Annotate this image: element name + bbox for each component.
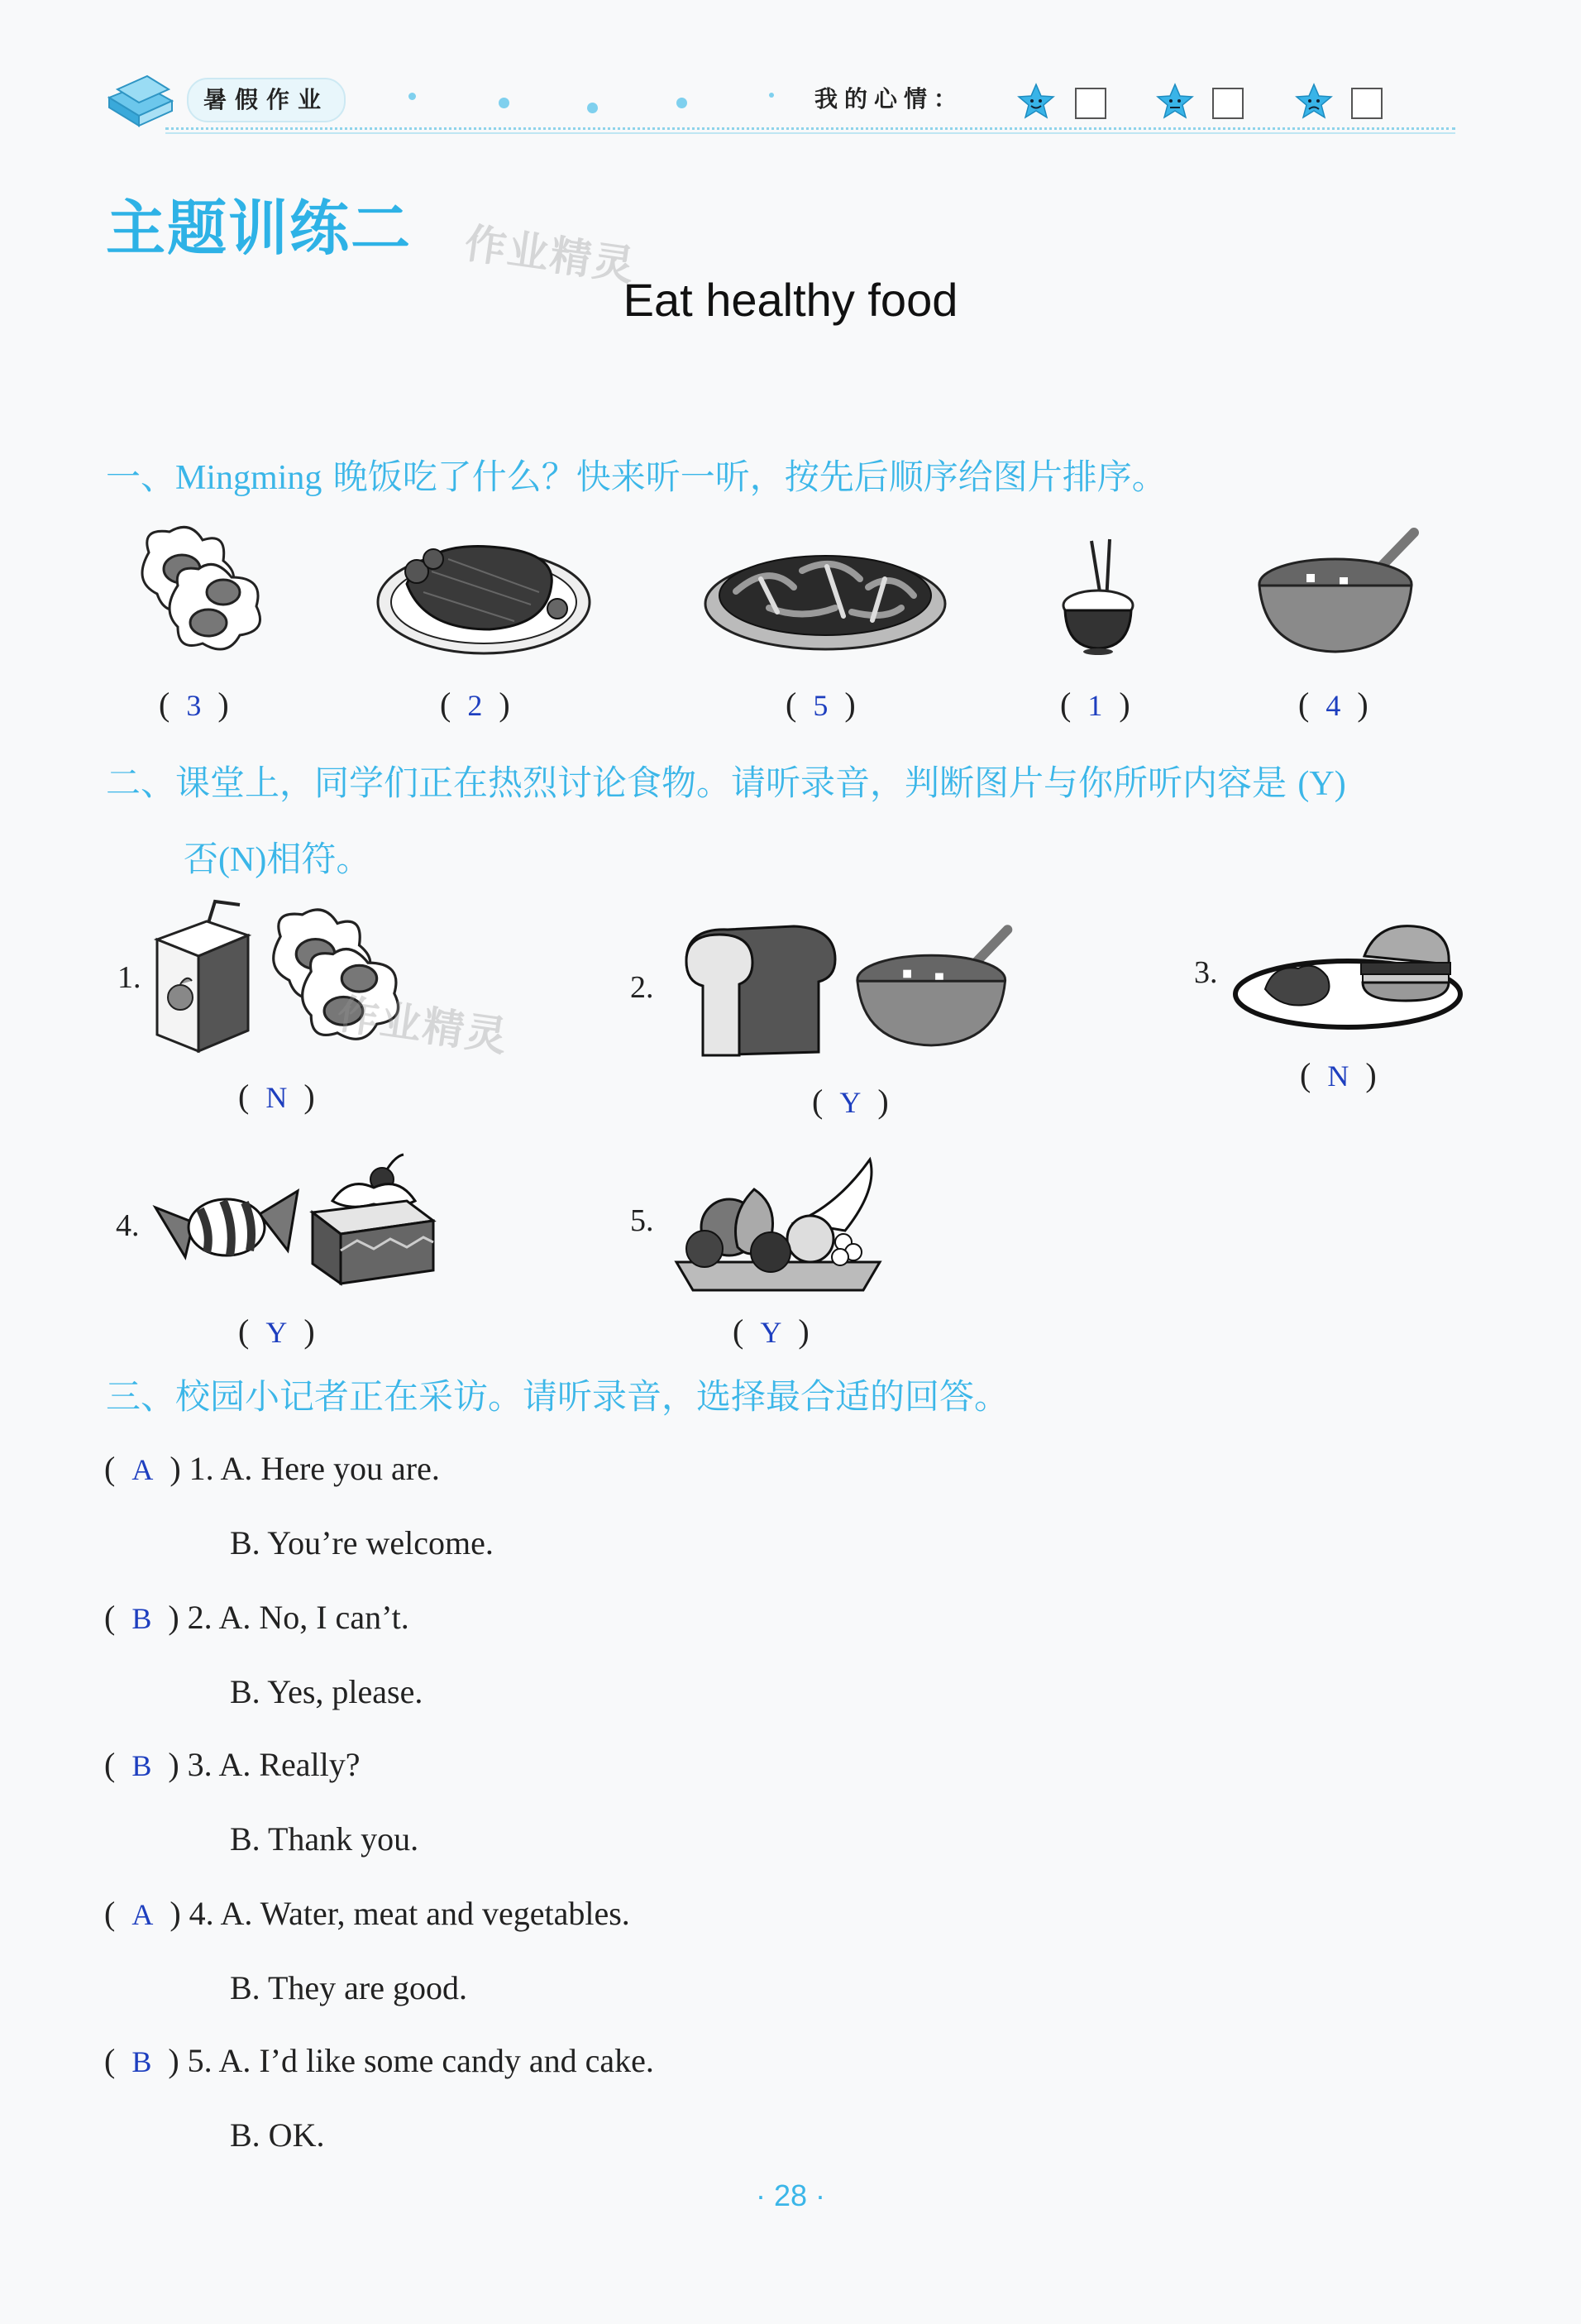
s3-question-2: ( B ) 2. A. No, I can’t. xyxy=(104,1599,409,1636)
mood-label: 我的心情： xyxy=(814,85,964,112)
s2-item-1-number: 1. xyxy=(117,960,141,995)
s3-question-5: ( B ) 5. A. I’d like some candy and cake. xyxy=(104,2042,654,2079)
watermark: 作业精灵 xyxy=(334,989,512,1062)
s3-question-3: ( B ) 3. A. Really? xyxy=(104,1746,361,1783)
s2-answer-3: ( N ) xyxy=(1300,1056,1377,1093)
header-divider-underline xyxy=(165,132,1455,134)
section1-heading: 一、Mingming 晚饭吃了什么？快来听一听，按先后顺序给图片排序。 xyxy=(106,457,1167,497)
mood-checkbox-sad[interactable] xyxy=(1351,88,1383,119)
s2-item-2-number: 2. xyxy=(630,970,654,1005)
s1-answer-3: ( 5 ) xyxy=(786,686,856,723)
s3-question-5-option-b: B. OK. xyxy=(230,2116,325,2154)
s2-answer-1: ( N ) xyxy=(238,1078,315,1115)
page-number: · 28 · xyxy=(755,2178,826,2212)
book-stack-icon xyxy=(106,73,175,131)
s2-answer-2: ( Y ) xyxy=(812,1083,889,1120)
s1-answer-5: ( 4 ) xyxy=(1298,686,1368,723)
rice-bowl-icon xyxy=(1058,536,1138,657)
steak-icon xyxy=(374,526,594,658)
s3-question-4: ( A ) 4. A. Water, meat and vegetables. xyxy=(104,1895,630,1932)
fried-eggs-icon xyxy=(132,519,273,660)
candy-icon xyxy=(152,1174,301,1270)
header-tag: 暑假作业 xyxy=(187,78,346,122)
s1-answer-1: ( 3 ) xyxy=(159,686,229,723)
page-title-en: Eat healthy food xyxy=(623,274,958,326)
s3-question-1-option-b: B. You’re welcome. xyxy=(230,1524,494,1561)
s2-answer-5: ( Y ) xyxy=(733,1313,810,1350)
s2-item-5-number: 5. xyxy=(630,1203,654,1238)
s3-question-3-option-b: B. Thank you. xyxy=(230,1820,419,1858)
watermark: 作业精灵 xyxy=(461,218,639,291)
sad-star-icon xyxy=(1295,83,1333,119)
section2-heading-line1: 二、课堂上，同学们正在热烈讨论食物。请听录音，判断图片与你所听内容是 (Y) xyxy=(106,763,1346,803)
soup-bowl-icon xyxy=(855,923,1020,1052)
fruit-plate-icon xyxy=(671,1156,885,1294)
section2-heading-line2: 否(N)相符。 xyxy=(184,839,371,879)
bread-icon xyxy=(670,920,843,1059)
section3-heading: 三、校园小记者正在采访。请听录音，选择最合适的回答。 xyxy=(106,1376,1010,1417)
s1-answer-4: ( 1 ) xyxy=(1060,686,1130,723)
s3-question-2-option-b: B. Yes, please. xyxy=(230,1673,423,1710)
vegetables-dish-icon xyxy=(703,529,948,653)
juice-box-icon xyxy=(149,898,261,1055)
s2-item-4-number: 4. xyxy=(116,1208,140,1243)
s2-item-3-number: 3. xyxy=(1194,955,1218,990)
page-title-cn: 主题训练二 xyxy=(106,194,413,263)
s2-answer-4: ( Y ) xyxy=(238,1313,315,1350)
mood-checkbox-neutral[interactable] xyxy=(1212,88,1244,119)
s3-question-4-option-b: B. They are good. xyxy=(230,1969,467,2006)
neutral-star-icon xyxy=(1156,83,1194,119)
burger-plate-icon xyxy=(1232,915,1464,1032)
s3-question-1: ( A ) 1. A. Here you are. xyxy=(104,1450,440,1487)
s1-answer-2: ( 2 ) xyxy=(440,686,510,723)
cake-icon xyxy=(308,1151,438,1290)
header-divider xyxy=(165,127,1455,130)
happy-star-icon xyxy=(1017,83,1055,119)
soup-bowl-icon xyxy=(1257,526,1427,658)
mood-checkbox-happy[interactable] xyxy=(1075,88,1106,119)
